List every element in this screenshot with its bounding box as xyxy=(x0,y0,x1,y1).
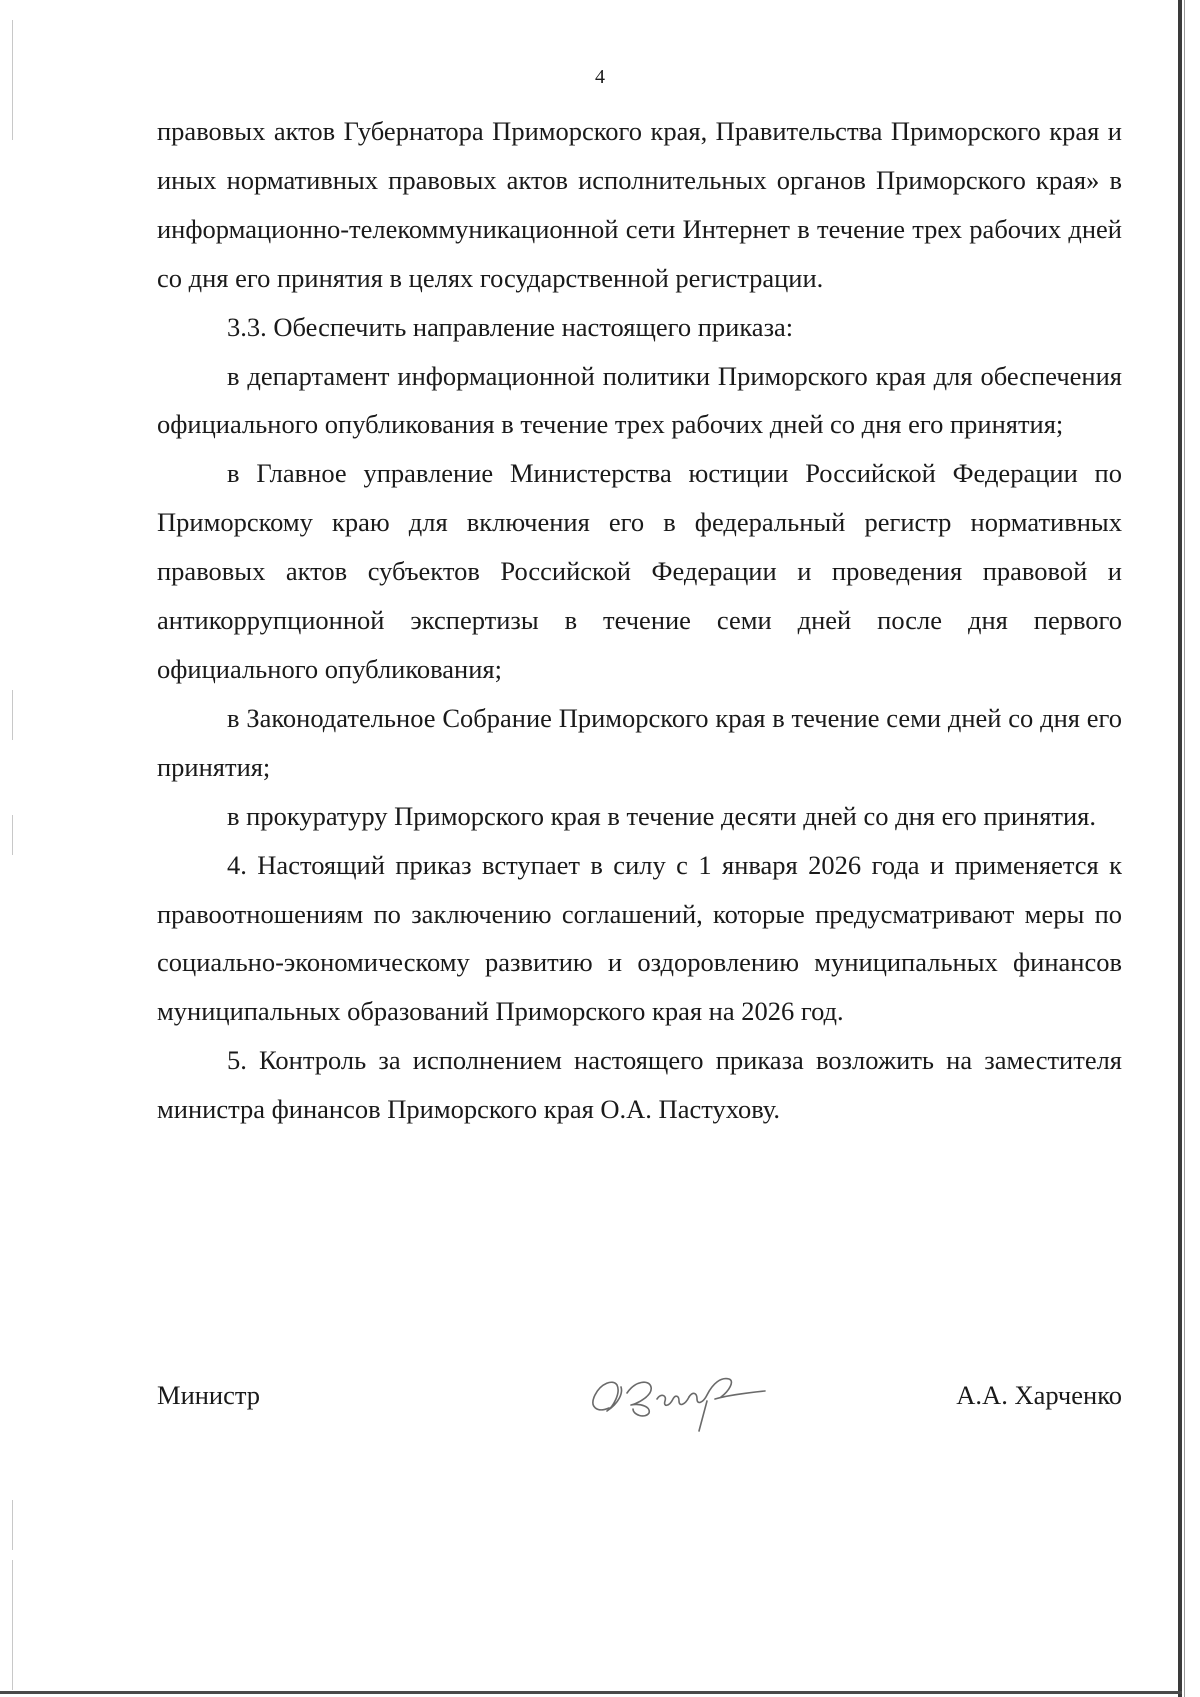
scan-edge-left xyxy=(12,1560,13,1690)
paragraph-clause-5: 5. Контроль за исполнением настоящего приказа возложить на заместителя министра финансов Приморского края О.А. Пастухову. xyxy=(157,1045,1122,1125)
document-body xyxy=(157,107,1122,1134)
paragraph-recipient-assembly: в Законодательное Собрание Приморского края в течение семи дней со дня его принятия; xyxy=(157,702,1122,782)
scan-edge-bottom xyxy=(0,1691,1182,1694)
handwritten-signature xyxy=(579,1363,779,1443)
paragraph-clause-3-3: 3.3. Обеспечить направление настоящего приказа: xyxy=(227,311,794,342)
paragraph-continuation: правовых актов Губернатора Приморского края, Правительства Приморского края и иных нормативных правовых актов исполнительных органов Приморского края» в информационно-телекоммуникационной сети Интернет в течение трех рабочих дней со дня его принятия в целях государственной регистрации. xyxy=(157,116,1122,293)
scan-edge-left xyxy=(12,1500,13,1550)
scan-edge-right-line xyxy=(1184,0,1185,1697)
signatory-name: А.А. Харченко xyxy=(956,1380,1122,1410)
signatory-title: Министр xyxy=(157,1380,261,1410)
scan-edge-left xyxy=(12,690,13,740)
paragraph-recipient-justice: в Главное управление Министерства юстиции Российской Федерации по Приморскому краю для включения его в федеральный регистр нормативных правовых актов субъектов Российской Федерации и проведения правовой и антикоррупционной экспертизы в течение семи дней после дня первого официального опубликования; xyxy=(157,458,1122,684)
scan-edge-right xyxy=(1178,0,1182,1697)
page-number: 4 xyxy=(595,66,605,88)
scan-edge-left xyxy=(12,815,13,855)
paragraph-recipient-department: в департамент информационной политики Приморского края для обеспечения официального опубликования в течение трех рабочих дней со дня его принятия; xyxy=(157,360,1122,440)
paragraph-recipient-prosecutor: в прокуратуру Приморского края в течение десяти дней со дня его принятия. xyxy=(227,800,1096,831)
paragraph-clause-4: 4. Настоящий приказ вступает в силу с 1 января 2026 года и применяется к правоотношениям по заключению соглашений, которые предусматривают меры по социально-экономическому развитию и оздоровлению муниципальных финансов муниципальных образований Приморского края на 2026 год. xyxy=(157,849,1122,1027)
signature-block xyxy=(157,1375,1122,1445)
